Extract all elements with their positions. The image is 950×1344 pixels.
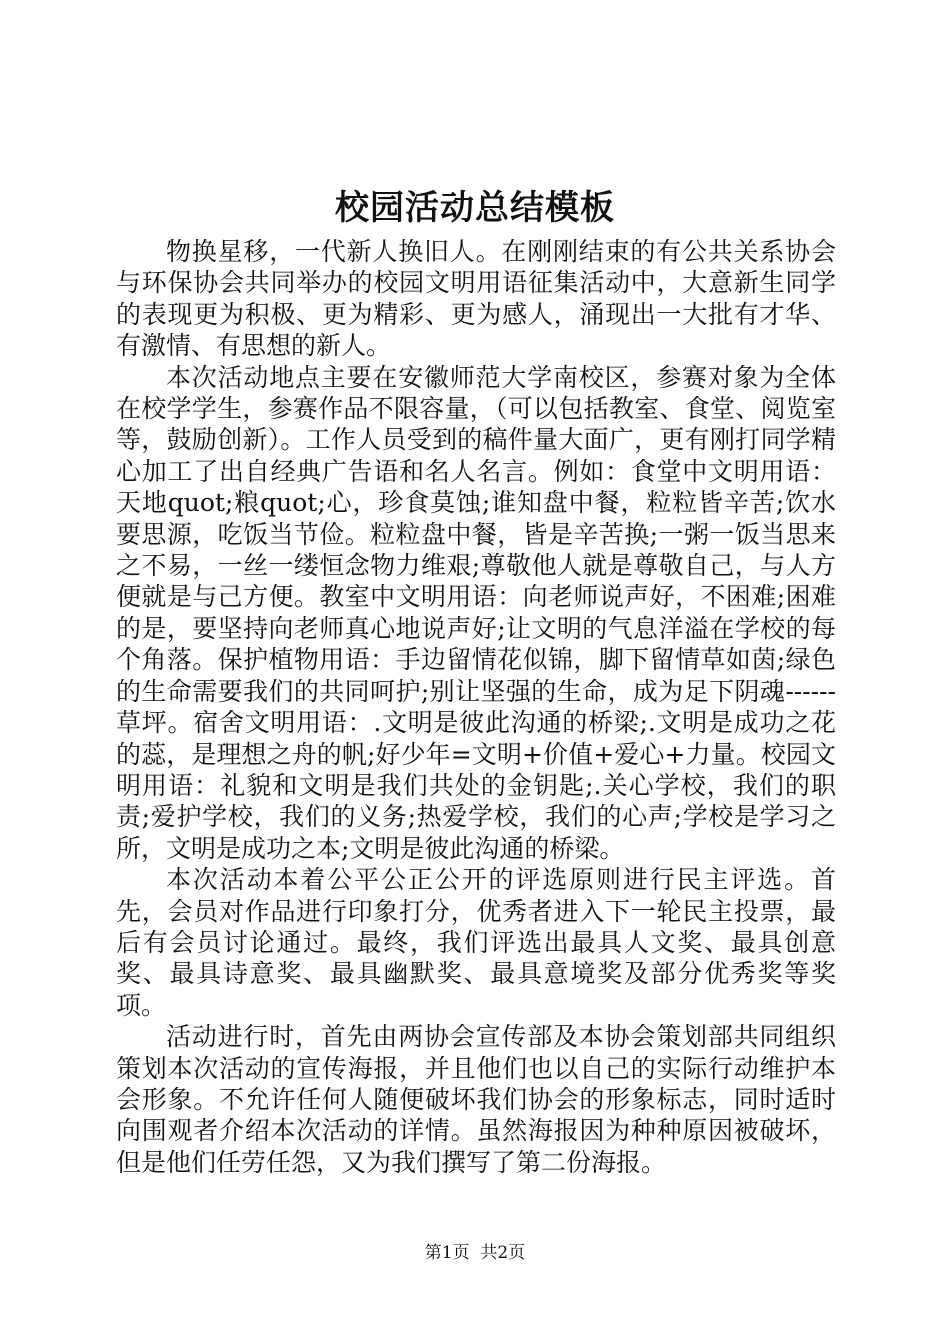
paragraph-intro: 物换星移，一代新人换旧人。在刚刚结束的有公共关系协会与环保协会共同举办的校园文明用语征集活动中，大意新生同学的表现更为积极、更为精彩、更为感人，涌现出一大批有才华、有激情、有思想的新人。 <box>116 237 836 361</box>
document-body <box>116 236 836 1178</box>
footer-separator <box>470 1243 481 1263</box>
document-title: 校园活动总结模板 <box>335 188 615 228</box>
paragraph-promotion: 活动进行时，首先由两协会宣传部及本协会策划部共同组织策划本次活动的宣传海报，并且他们也以自己的实际行动维护本会形象。不允许任何人随便破坏我们协会的形象标志，同时适时向围观者介绍本次活动的详情。虽然海报因为种种原因被破坏，但是他们任劳任怨，又为我们撰写了第二份海报。 <box>116 1022 836 1177</box>
page-number-total: 共2页 <box>480 1243 526 1263</box>
paragraph-selection: 本次活动本着公平公正公开的评选原则进行民主评选。首先，会员对作品进行印象打分，优秀者进入下一轮民主投票，最后有会员讨论通过。最终，我们评选出最具人文奖、最具创意奖、最具诗意奖、最具幽默奖、最具意境奖及部分优秀奖等奖项。 <box>116 865 836 1020</box>
paragraph-slogans: 本次活动地点主要在安徽师范大学南校区，参赛对象为全体在校学学生，参赛作品不限容量，（可以包括教室、食堂、阅览室等，鼓励创新）。工作人员受到的稿件量大面广，更有刚打同学精心加工了出自经典广告语和名人名言。例如：食堂中文明用语：天地quot;粮quot;心，珍食莫蚀;谁知盘中餐，粒粒皆辛苦;饮水要思源，吃饭当节俭。粒粒盘中餐，皆是辛苦换;一粥一饭当思来之不易，一丝一缕恒念物力维艰;尊敬他人就是尊敬自己，与人方便就是与己方便。教室中文明用语：向老师说声好，不困难;困难的是，要坚持向老师真心地说声好;让文明的气息洋溢在学校的每个角落。保护植物用语：手边留情花似锦，脚下留情草如茵;绿色的生命需要我们的共同呵护;别让坚强的生命，成为足下阴魂------草坪。宿舍文明用语：.文明是彼此沟通的桥梁;.文明是成功之花的蕊，是理想之舟的帆;好少年=文明+价值+爱心+力量。校园文明用语：礼貌和文明是我们共处的金钥匙;.关心学校，我们的职责;爱护学校，我们的义务;热爱学校，我们的心声;学校是学习之所，文明是成功之本;文明是彼此沟通的桥梁。 <box>116 362 836 863</box>
page-footer <box>0 1241 950 1265</box>
page-number-current: 第1页 <box>424 1243 470 1263</box>
